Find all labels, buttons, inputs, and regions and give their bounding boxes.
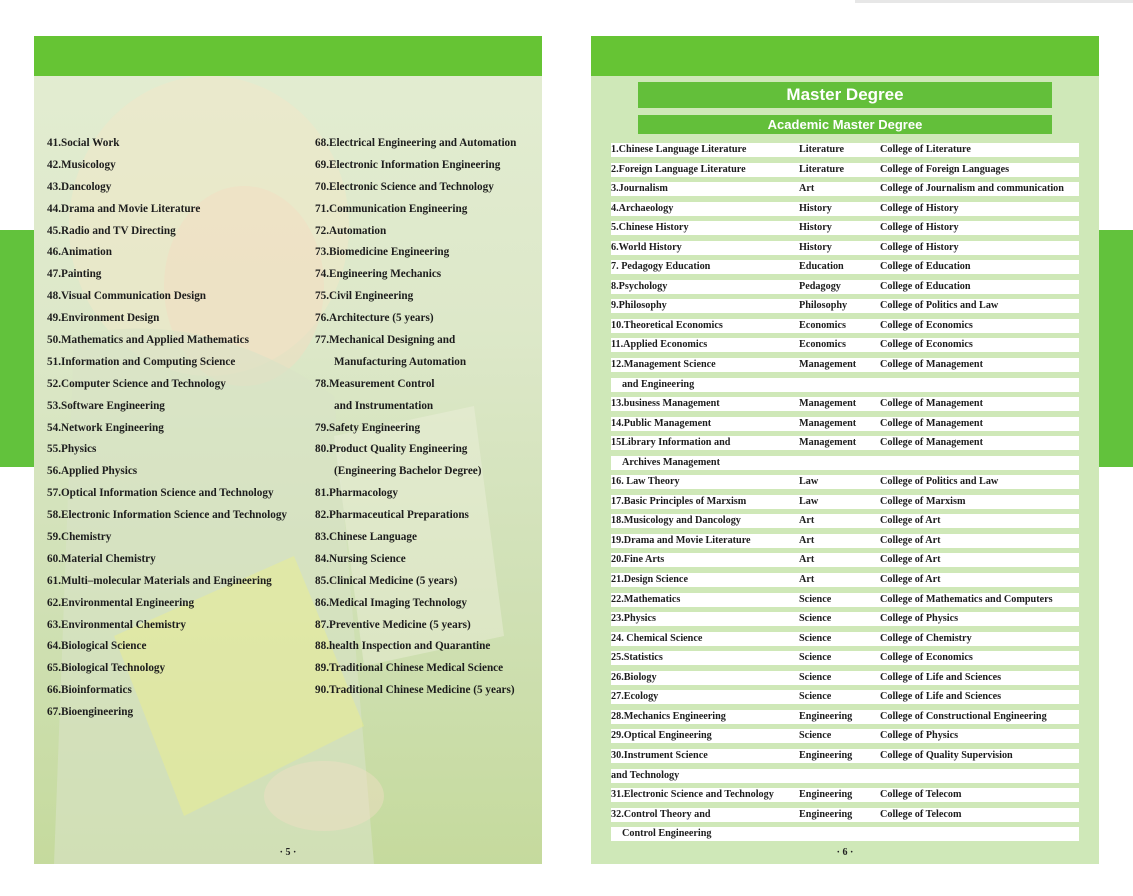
major-item: 50.Mathematics and Applied Mathematics — [47, 334, 249, 347]
table-row — [611, 396, 1079, 416]
program-cell: 25.Statistics — [611, 652, 663, 664]
major-item: 70.Electronic Science and Technology — [315, 180, 494, 193]
category-cell: Art — [799, 574, 815, 586]
major-item: 55.Physics — [47, 443, 97, 456]
college-cell: College of Management — [880, 417, 983, 429]
table-row — [611, 142, 1079, 162]
page-header-bar — [34, 36, 542, 76]
table-row — [611, 259, 1079, 279]
college-cell: College of Economics — [880, 652, 973, 664]
category-cell: History — [799, 241, 832, 253]
page-number: · 6 · — [836, 847, 854, 858]
majors-column-1 — [47, 133, 317, 724]
major-item: 75.Civil Engineering — [315, 290, 414, 303]
category-cell: Literature — [799, 144, 845, 155]
table-row — [611, 807, 1079, 827]
page-6 — [591, 36, 1099, 864]
category-cell: Philosophy — [799, 300, 848, 312]
college-cell: College of Management — [880, 359, 983, 371]
program-cell: Archives Management — [622, 456, 720, 468]
major-item: 48.Visual Communication Design — [47, 290, 207, 303]
category-cell: Science — [799, 730, 832, 742]
major-item: 65.Biological Technology — [47, 662, 166, 675]
major-item: 57.Optical Information Science and Technology — [47, 487, 274, 500]
major-item: 60.Material Chemistry — [47, 552, 156, 565]
program-cell: 18.Musicology and Dancology — [611, 515, 741, 527]
program-cell: 15Library Information and — [611, 437, 731, 449]
category-cell: Art — [799, 554, 815, 566]
program-cell: 24. Chemical Science — [611, 632, 703, 644]
major-item: 43.Dancology — [47, 180, 112, 193]
college-cell: College of Art — [880, 515, 941, 527]
row-stripe — [611, 475, 1079, 489]
major-item: 52.Computer Science and Technology — [47, 377, 226, 390]
major-item: 44.Drama and Movie Literature — [47, 202, 201, 215]
program-cell: 20.Fine Arts — [611, 554, 665, 566]
program-cell: 31.Electronic Science and Technology — [611, 789, 774, 801]
section-title: Master Degree — [638, 82, 1052, 108]
category-cell: Economics — [799, 319, 846, 331]
category-cell: Engineering — [799, 749, 853, 761]
major-item: 42.Musicology — [47, 158, 116, 171]
page-number: · 5 · — [279, 847, 297, 858]
program-cell: 11.Applied Economics — [611, 339, 708, 351]
table-row — [611, 435, 1079, 455]
college-cell: College of Life and Sciences — [880, 671, 1002, 683]
table-row — [611, 748, 1079, 768]
category-cell: Art — [799, 183, 815, 195]
right-green-band — [1097, 230, 1133, 467]
college-cell: College of Politics and Law — [880, 300, 999, 312]
major-item: 81.Pharmacology — [315, 487, 398, 500]
category-cell: Management — [799, 437, 857, 449]
major-item: 86.Medical Imaging Technology — [315, 596, 467, 609]
program-cell: Control Engineering — [622, 828, 712, 840]
major-item: 82.Pharmaceutical Preparations — [315, 509, 469, 522]
college-cell: College of History — [880, 222, 959, 234]
major-item: 58.Electronic Information Science and Technology — [47, 509, 288, 522]
major-item: 59.Chemistry — [47, 531, 112, 544]
program-cell: 28.Mechanics Engineering — [611, 710, 726, 722]
table-row — [611, 494, 1079, 514]
table-row — [611, 162, 1079, 182]
college-cell: College of Art — [880, 554, 941, 566]
category-cell: Science — [799, 691, 832, 703]
category-cell: Science — [799, 671, 832, 683]
category-cell: Art — [799, 534, 815, 546]
table-row — [611, 337, 1079, 357]
major-item: 68.Electrical Engineering and Automation — [315, 137, 517, 149]
college-cell: College of Education — [880, 280, 971, 292]
major-item: 61.Multi–molecular Materials and Engineering — [47, 574, 272, 587]
college-cell: College of Management — [880, 398, 983, 410]
category-cell: Management — [799, 398, 857, 410]
program-cell: 3.Journalism — [611, 183, 668, 195]
table-row — [611, 474, 1079, 494]
major-item: (Engineering Bachelor Degree) — [334, 465, 482, 478]
program-cell: 13.business Management — [611, 398, 720, 410]
college-cell: College of Politics and Law — [880, 476, 999, 488]
major-item: 45.Radio and TV Directing — [47, 224, 176, 237]
program-cell: 30.Instrument Science — [611, 749, 708, 761]
major-item: 49.Environment Design — [47, 312, 160, 325]
major-item: 83.Chinese Language — [315, 531, 417, 544]
major-item: 41.Social Work — [47, 137, 120, 149]
category-cell: Pedagogy — [799, 280, 841, 292]
table-row — [611, 768, 1079, 788]
major-item: 67.Bioengineering — [47, 706, 134, 719]
major-item: 71.Communication Engineering — [315, 202, 468, 215]
table-row — [611, 709, 1079, 729]
master-degree-table — [611, 142, 1079, 846]
category-cell: Science — [799, 632, 832, 644]
category-cell: Engineering — [799, 789, 853, 801]
category-cell: Literature — [799, 163, 845, 175]
table-row — [611, 279, 1079, 299]
program-cell: 27.Ecology — [611, 691, 659, 703]
major-item: 87.Preventive Medicine (5 years) — [315, 618, 471, 631]
major-item: 51.Information and Computing Science — [47, 355, 236, 368]
row-stripe — [611, 202, 1079, 216]
row-stripe — [611, 651, 1079, 665]
major-item: 85.Clinical Medicine (5 years) — [315, 574, 458, 587]
major-item: 90.Traditional Chinese Medicine (5 years) — [315, 684, 515, 697]
page-header-bar — [591, 36, 1099, 76]
table-row — [611, 592, 1079, 612]
college-cell: College of Chemistry — [880, 632, 972, 644]
program-cell: 32.Control Theory and — [611, 808, 711, 820]
program-cell: 8.Psychology — [611, 280, 668, 292]
table-row — [611, 416, 1079, 436]
major-item: 62.Environmental Engineering — [47, 596, 195, 609]
category-cell: Science — [799, 593, 832, 605]
college-cell: College of Economics — [880, 319, 973, 331]
category-cell: Art — [799, 515, 815, 527]
program-cell: 5.Chinese History — [611, 222, 689, 234]
major-item: 79.Safety Engineering — [315, 421, 421, 434]
program-cell: 19.Drama and Movie Literature — [611, 534, 751, 546]
major-item: 47.Painting — [47, 268, 102, 281]
college-cell: College of History — [880, 202, 959, 214]
college-cell: College of Literature — [880, 144, 971, 155]
college-cell: College of Physics — [880, 613, 959, 625]
college-cell: College of Life and Sciences — [880, 691, 1002, 703]
major-item: 53.Software Engineering — [47, 399, 165, 412]
table-row — [611, 357, 1079, 377]
college-cell: College of Economics — [880, 339, 973, 351]
major-item: 46.Animation — [47, 246, 112, 259]
category-cell: Management — [799, 417, 857, 429]
college-cell: College of Foreign Languages — [880, 163, 1010, 175]
table-row — [611, 572, 1079, 592]
table-row — [611, 728, 1079, 748]
table-row — [611, 513, 1079, 533]
table-row — [611, 689, 1079, 709]
table-row — [611, 670, 1079, 690]
category-cell: Engineering — [799, 808, 853, 820]
section-subtitle: Academic Master Degree — [638, 115, 1052, 134]
table-row — [611, 220, 1079, 240]
college-cell: College of Management — [880, 437, 983, 449]
major-item: 64.Biological Science — [47, 640, 147, 653]
program-cell: 1.Chinese Language Literature — [611, 144, 747, 155]
major-item: and Instrumentation — [334, 399, 434, 412]
major-item: 80.Product Quality Engineering — [315, 443, 468, 456]
major-item: 69.Electronic Information Engineering — [315, 158, 501, 171]
program-cell: 14.Public Management — [611, 417, 712, 429]
major-item: 63.Environmental Chemistry — [47, 618, 187, 631]
major-item: 76.Architecture (5 years) — [315, 312, 434, 325]
college-cell: College of Education — [880, 261, 971, 273]
table-row — [611, 787, 1079, 807]
table-row — [611, 240, 1079, 260]
table-row — [611, 318, 1079, 338]
major-item: 73.Biomedicine Engineering — [315, 246, 450, 259]
program-cell: 10.Theoretical Economics — [611, 319, 723, 331]
category-cell: Law — [799, 495, 819, 507]
college-cell: College of Mathematics and Computers — [880, 593, 1053, 605]
table-row — [611, 181, 1079, 201]
table-row — [611, 826, 1079, 846]
program-cell: 17.Basic Principles of Marxism — [611, 495, 747, 507]
category-cell: Science — [799, 613, 832, 625]
major-item: 54.Network Engineering — [47, 421, 164, 434]
college-cell: College of Marxism — [880, 495, 966, 507]
program-cell: 2.Foreign Language Literature — [611, 163, 746, 175]
table-row — [611, 611, 1079, 631]
program-cell: 4.Archaeology — [611, 202, 674, 214]
row-stripe — [611, 553, 1079, 567]
college-cell: College of Art — [880, 574, 941, 586]
major-item: 74.Engineering Mechanics — [315, 268, 442, 281]
table-row — [611, 298, 1079, 318]
category-cell: Management — [799, 359, 857, 371]
row-stripe — [611, 612, 1079, 626]
college-cell: College of Journalism and communication — [880, 183, 1064, 195]
major-item: 66.Bioinformatics — [47, 684, 132, 697]
page-5 — [34, 36, 542, 864]
category-cell: History — [799, 202, 832, 214]
program-cell: 6.World History — [611, 241, 682, 253]
category-cell: History — [799, 222, 832, 234]
category-cell: Science — [799, 652, 832, 664]
major-item: 72.Automation — [315, 224, 387, 237]
program-cell: 9.Philosophy — [611, 300, 667, 312]
category-cell: Law — [799, 476, 819, 488]
program-cell: and Engineering — [622, 378, 695, 390]
table-row — [611, 533, 1079, 553]
college-cell: College of Art — [880, 534, 941, 546]
major-item: 88.health Inspection and Quarantine — [315, 640, 491, 653]
college-cell: College of Telecom — [880, 789, 962, 801]
major-item: 89.Traditional Chinese Medical Science — [315, 662, 504, 675]
category-cell: Education — [799, 261, 844, 273]
category-cell: Economics — [799, 339, 846, 351]
category-cell: Engineering — [799, 710, 853, 722]
college-cell: College of Telecom — [880, 808, 962, 820]
majors-column-2 — [315, 133, 542, 702]
program-cell: and Technology — [611, 769, 680, 781]
program-cell: 29.Optical Engineering — [611, 730, 712, 742]
top-edge-bar — [855, 0, 1133, 3]
college-cell: College of Constructional Engineering — [880, 710, 1047, 722]
college-cell: College of History — [880, 241, 959, 253]
college-cell: College of Physics — [880, 730, 959, 742]
row-stripe — [611, 690, 1079, 704]
program-cell: 12.Management Science — [611, 359, 716, 371]
row-stripe — [611, 769, 1079, 783]
row-stripe — [611, 280, 1079, 294]
table-row — [611, 201, 1079, 221]
table-row — [611, 631, 1079, 651]
program-cell: 16. Law Theory — [611, 476, 680, 488]
table-row — [611, 650, 1079, 670]
row-stripe — [611, 671, 1079, 685]
program-cell: 26.Biology — [611, 671, 657, 683]
program-cell: 21.Design Science — [611, 574, 688, 586]
program-cell: 22.Mathematics — [611, 593, 681, 605]
table-row — [611, 377, 1079, 397]
major-item: 78.Measurement Control — [315, 377, 435, 390]
major-item: 84.Nursing Science — [315, 552, 406, 565]
program-cell: 7. Pedagogy Education — [611, 261, 711, 273]
major-item: 56.Applied Physics — [47, 465, 138, 478]
major-item: 77.Mechanical Designing and — [315, 334, 456, 347]
program-cell: 23.Physics — [611, 613, 656, 625]
major-item: Manufacturing Automation — [334, 355, 467, 368]
table-row — [611, 552, 1079, 572]
college-cell: College of Quality Supervision — [880, 749, 1013, 761]
table-row — [611, 455, 1079, 475]
